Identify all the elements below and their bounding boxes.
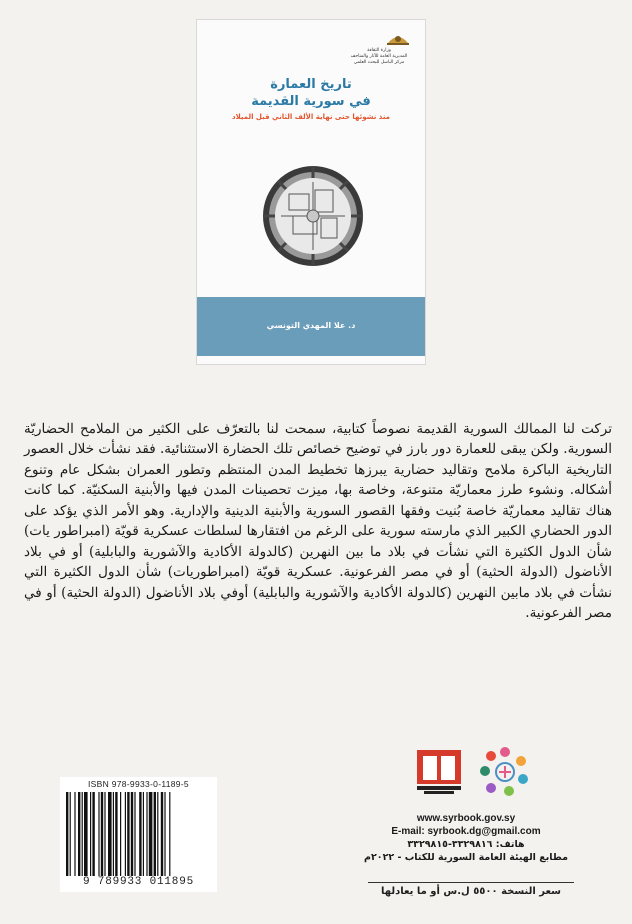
isbn-label: ISBN 978-9933-0-1189-5 bbox=[88, 779, 189, 789]
ministry-line: المديرية العامة للآثار والمتاحف bbox=[350, 54, 408, 59]
isbn-barcode bbox=[60, 777, 217, 892]
blurb-text: تركت لنا الممالك السورية القديمة نصوصاً كتابية، سمحت لنا بالتعرّف على الكثير من الملامح الحضاريّة السورية. ولكن يبقى للعمارة دور بارز في توضيح خصائص تلك الحضارة الاستثنائية. فقد نشأت خلال العصور التاريخية الباكرة ملامح وتقاليد حضارية يبرزها تخطيط المدن المنتظم وتطور العمران بشكل عام وتنوع أشكاله. ونشوء طرز معماريّة متنوعة، وخاصة بها، ميزت تحصينات المدن فيها والأبنية السكنيّة. كما كانت هناك تقاليد معماريّة خاصة بُنيت وفقها القصور السورية والأبنية الدينية والإدارية. وهو الأمر الذي يؤكد على الدور الحضاري الكبير الذي مارسته سورية على الرغم من افتقارها لسلطات عسكرية قويّة (امبراطور يات) شأن الدول الكثيرة التي نشأت في بلاد ما بين النهرين (كالدولة الأكادية والآشورية والبابلية) أو في بلاد الأناضول (الدولة الحثية) أو في مصر الفرعونية. عسكرية قويّة (امبراطوريات) شأن الدول الكثيرة التي نشأت في بلاد مابين النهرين (كالدولة الأكادية والآشورية والبابلية) أوفي بلاد الأناضول (الدولة الحثية) أو في مصر الفرعونية. bbox=[24, 420, 612, 621]
ministry-text bbox=[339, 48, 419, 66]
ministry-emblem-icon bbox=[385, 30, 411, 46]
ministry-line: مركز الباسل للبحث العلمي bbox=[353, 60, 405, 65]
price-line: سعر النسخة ٥٥٠٠ ل.س أو ما يعادلها bbox=[368, 882, 574, 897]
isbn-digits: 9 789933 011895 bbox=[82, 876, 195, 888]
round-city-plan-drawing bbox=[259, 160, 367, 268]
phone-number: هاتف: ٣٣٢٩٨١٦-٣٣٢٩٨١٥ bbox=[407, 839, 525, 850]
printer-info: مطابع الهيئة العامة السورية للكتاب - ٢٠٢٢م bbox=[364, 852, 568, 863]
author-band bbox=[197, 297, 425, 356]
cover-title-line: تاريخ العمارة bbox=[270, 77, 352, 92]
barcode-bars bbox=[64, 792, 213, 876]
email-address[interactable]: E-mail: syrbook.dg@gmail.com bbox=[391, 826, 541, 837]
author-name: د. علا المهدي التونسي bbox=[266, 321, 356, 330]
colorful-flower-logo-icon bbox=[477, 744, 533, 798]
cover-title bbox=[197, 76, 425, 110]
open-book-logo-icon bbox=[414, 747, 464, 795]
cover-subtitle: منذ نشوئها حتى نهاية الألف الثاني قبل الميلاد bbox=[231, 113, 391, 121]
ministry-line: وزارة الثقافة bbox=[367, 48, 391, 53]
cover-title-line: في سورية القديمة bbox=[251, 94, 371, 109]
publisher-contact bbox=[360, 812, 572, 864]
front-cover-thumbnail bbox=[196, 19, 426, 365]
website-link[interactable]: www.syrbook.gov.sy bbox=[416, 813, 516, 824]
